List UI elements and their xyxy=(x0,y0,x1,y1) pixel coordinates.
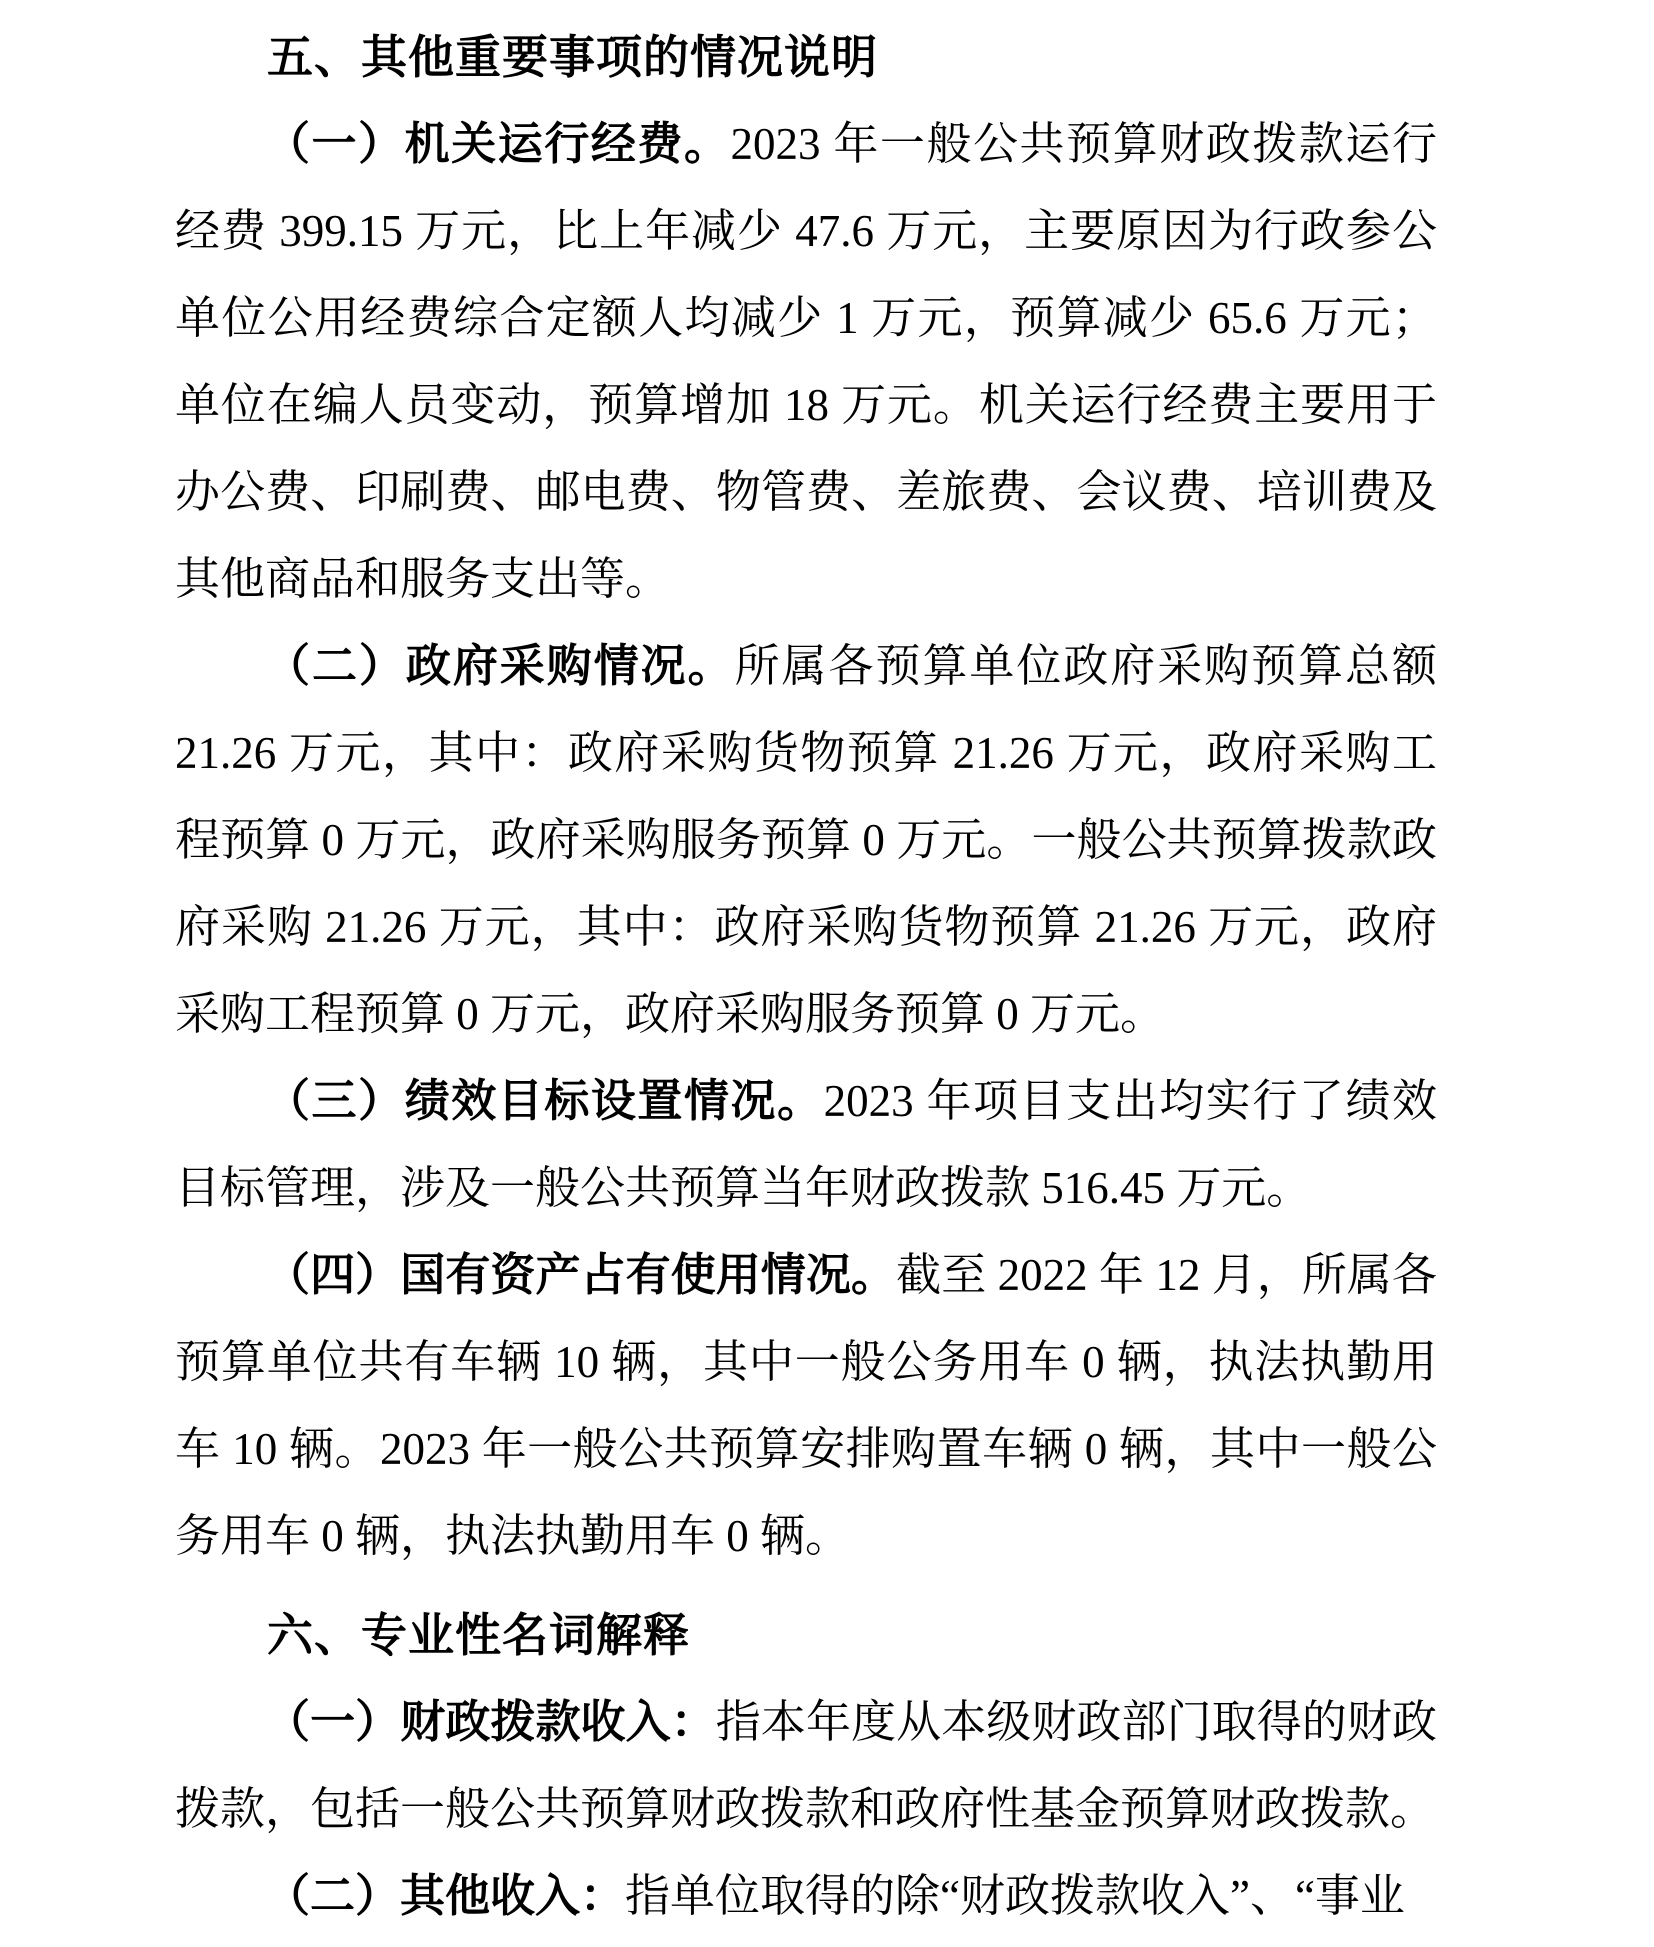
paragraph xyxy=(175,1853,1437,1940)
paragraph-label: （二）其他收入： xyxy=(265,1871,626,1921)
paragraph-text: 截至 2022 年 12 月，所属各预算单位共有车辆 10 辆，其中一般公务用车 0 辆，执法执勤用车 10 辆。2023 年一般公共预算安排购置车辆 0 辆，其中一般公务用车 0 辆，执法执勤用车 0 辆。 xyxy=(175,1250,1437,1561)
paragraph-label: （一）财政拨款收入： xyxy=(265,1697,716,1747)
paragraph-text: 所属各预算单位政府采购预算总额 21.26 万元，其中：政府采购货物预算 21.26 万元，政府采购工程预算 0 万元，政府采购服务预算 0 万元。一般公共预算拨款政府采购 21.26 万元，其中：政府采购货物预算 21.26 万元，政府采购工程预算 0 万元，政府采购服务预算 0 万元。 xyxy=(175,641,1437,1039)
paragraph-text: 指单位取得的除“财政拨款收入”、“事业 xyxy=(625,1871,1405,1921)
paragraph xyxy=(175,1232,1437,1580)
paragraph-label: （二）政府采购情况。 xyxy=(265,641,735,691)
section-5-heading: 五、其他重要事项的情况说明 xyxy=(267,31,878,83)
paragraph xyxy=(175,101,1437,623)
paragraph-label: （四）国有资产占有使用情况。 xyxy=(265,1250,897,1300)
paragraph-text: 2023 年一般公共预算财政拨款运行经费 399.15 万元，比上年减少 47.6 万元，主要原因为行政参公单位公用经费综合定额人均减少 1 万元，预算减少 65.6 万元；单位在编人员变动，预算增加 18 万元。机关运行经费主要用于办公费、印刷费、邮电费、物管费、差旅费、会议费、培训费及其他商品和服务支出等。 xyxy=(175,119,1437,604)
paragraph-text: 指本年度从本级财政部门取得的财政拨款，包括一般公共预算财政拨款和政府性基金预算财政拨款。 xyxy=(175,1697,1437,1834)
paragraph xyxy=(175,1679,1437,1853)
paragraph-text: 2023 年项目支出均实行了绩效目标管理，涉及一般公共预算当年财政拨款 516.45 万元。 xyxy=(175,1076,1437,1213)
paragraph-label: （三）绩效目标设置情况。 xyxy=(265,1076,824,1126)
paragraph-label: （一）机关运行经费。 xyxy=(265,119,731,169)
section-6-heading: 六、专业性名词解释 xyxy=(267,1609,690,1661)
document-page xyxy=(175,14,1437,1940)
paragraph xyxy=(175,623,1437,1058)
paragraph xyxy=(175,1058,1437,1232)
